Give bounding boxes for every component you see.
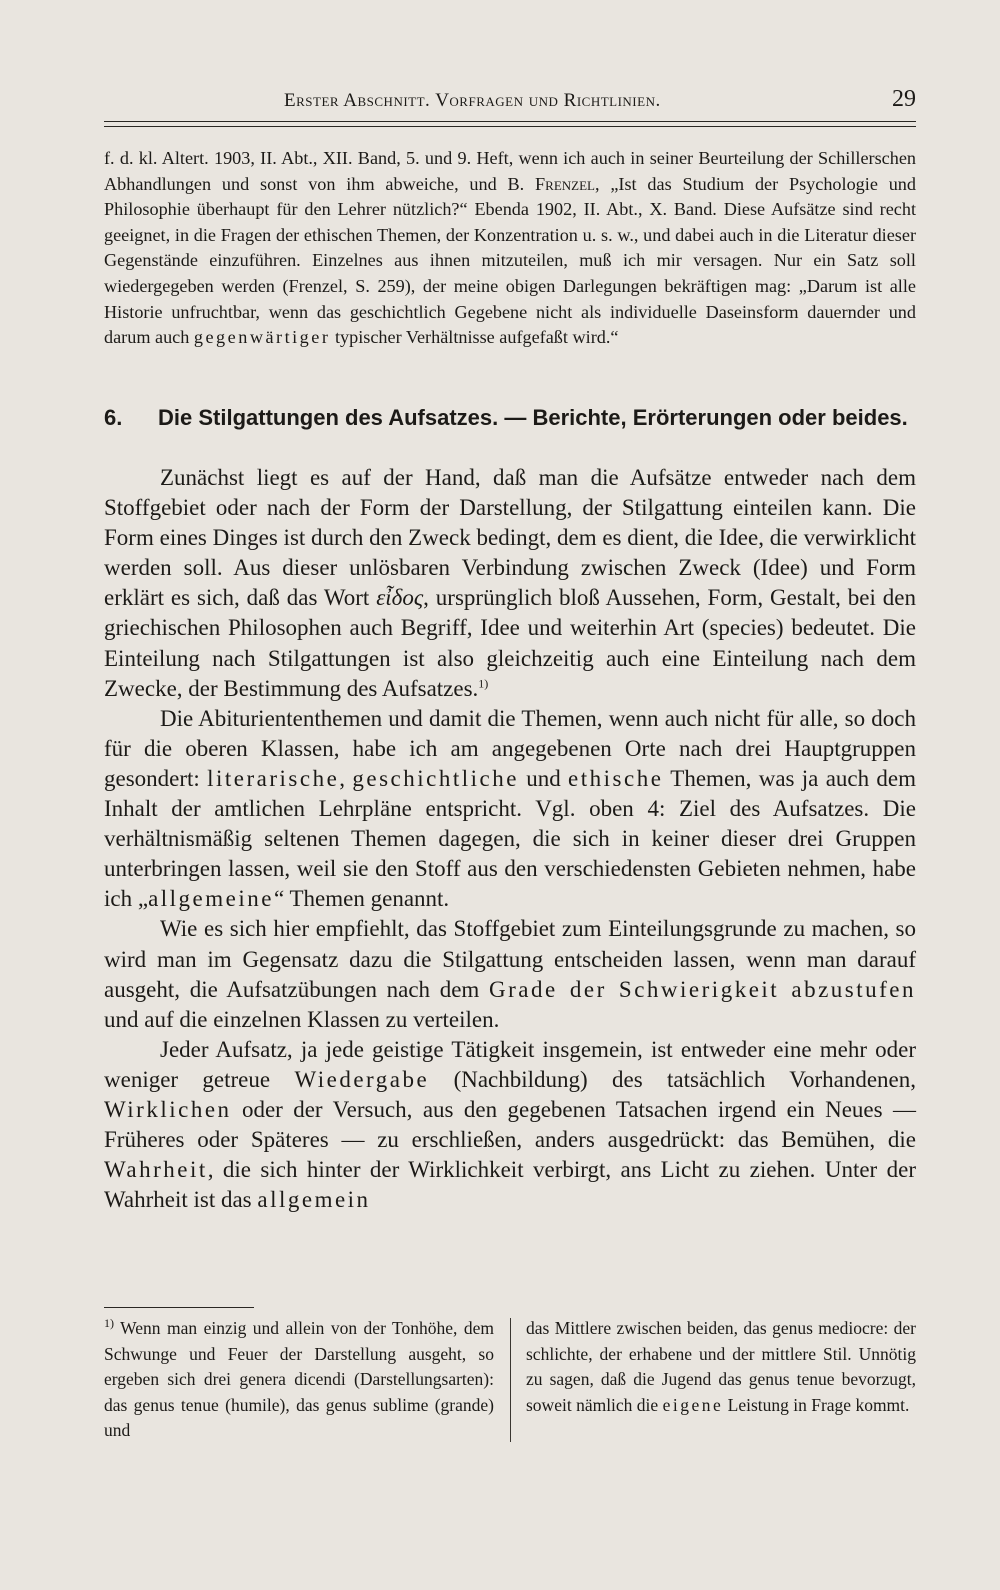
spaced-emphasis: Grade der Schwierigkeit abzustufen [489, 976, 916, 1002]
text-run: “ Themen genannt. [273, 886, 450, 912]
section-heading [104, 402, 916, 433]
spaced-emphasis: allgemeine [148, 886, 274, 912]
text-run: Leistung in Frage kommt. [723, 1394, 910, 1415]
paragraph-2 [104, 704, 916, 915]
text-run: Zunächst liegt es auf der Hand, daß man die Aufsätze entweder nach dem Stoffgebiet oder nach der Form der Darstellung, der Stilgattung einteilen kann. Die Form eines Dinges ist durch den Zweck bedingt, dem es dient, die Idee, die verwirklicht werden soll. Aus dieser unlösbaren Verbindung zwischen Zweck (Idee) und Form erklärt es sich, daß das Wort [104, 465, 916, 611]
paragraph-3 [104, 914, 916, 1034]
running-title: Erster Abschnitt. Vorfragen und Richtlinien. [284, 90, 661, 111]
section-title: Die Stilgattungen des Aufsatzes. — Berichte, Erörterungen oder beides. [158, 405, 908, 430]
spaced-emphasis: Wirklichen [104, 1096, 232, 1122]
spaced-emphasis: geschichtliche [352, 765, 519, 791]
text-run: Wie es sich hier empfiehlt, das Stoffgebiet zum Einteilungsgrunde zu machen, so wird man im Gegensatz dazu die Stilgattung entscheiden lassen, wenn man darauf ausgeht, die Aufsatzübungen nach dem [104, 916, 916, 1002]
text-run: , ursprünglich bloß Aussehen, Form, Gestalt, bei den griechischen Philosophen auch Begriff, Idee und weiterhin Art (species) bedeutet. Die Einteilung nach Stilgattungen ist also gleichzeitig auch eine Einteilung nach dem Zwecke, der Bestimmung des Aufsatzes. [104, 585, 917, 701]
header-double-rule [104, 121, 916, 127]
text-run: Themen, was ja auch dem Inhalt der amtlichen Lehrpläne entspricht. Vgl. oben 4: Ziel des Aufsatzes. Die verhältnismäßig seltenen Themen dagegen, die sich in keiner dieser drei Gruppen unterbringen lassen, weil sie den Stoff aus den verschiedensten Gebieten nehmen, habe ich „ [104, 765, 917, 912]
text-run: f. d. kl. Altert. 1903, II. Abt., XII. Band, 5. und 9. Heft, wenn ich auch in seiner Beurteilung der Schillerschen Abhandlungen und sonst von ihm abweiche, und B. [104, 148, 916, 194]
text-run: das Mittlere zwischen beiden, das genus mediocre: der schlichte, der erhabene und der mittlere Stil. Unnötig zu sagen, daß die Jugend das genus tenue bevorzugt, soweit nämlich die [526, 1318, 916, 1415]
footnote-reference: 1) [478, 676, 489, 690]
greek-word: εἶδος [376, 585, 424, 611]
footnote-text [526, 1316, 916, 1418]
paragraph-4 [104, 1035, 916, 1216]
continuation-paragraph [104, 146, 916, 351]
author-name: Frenzel [535, 173, 595, 194]
text-run: Die Abituriententhemen und damit die Themen, wenn auch nicht für alle, so doch für die oberen Klassen, habe ich am angegebenen Orte nach drei Hauptgruppen gesondert: [104, 705, 916, 791]
text-run: , die sich hinter der Wirklichkeit verbirgt, ans Licht zu ziehen. Unter der Wahrheit ist das [104, 1157, 916, 1213]
text-run: Jeder Aufsatz, ja jede geistige Tätigkeit insgemein, ist entweder eine mehr oder weniger getreue [104, 1036, 916, 1092]
text-run: typischer Verhältnisse aufgefaßt wird.“ [330, 327, 619, 348]
text-run: , [339, 765, 353, 791]
text-run: Wenn man einzig und allein von der Tonhöhe, dem Schwunge und Feuer der Darstellung ausgeht, so ergeben sich drei genera dicendi (Darstellungsarten): das genus tenue (humile), das genus sublime (grande) und [104, 1318, 494, 1440]
footnote-marker: 1) [104, 1316, 114, 1331]
footnote-text [104, 1316, 494, 1444]
spaced-emphasis: eigene [662, 1394, 724, 1415]
text-run: , „Ist das Studium der Psychologie und Philosophie überhaupt für den Lehrer nützlich?“ Ebenda 1902, II. Abt., X. Band. Diese Aufsätze sind recht geeignet, in die Fragen der ethischen Themen, der Konzentration u. s. w., und dabei auch in die Literatur dieser Gegenstände einzuführen. Einzelnes aus ihnen mitzuteilen, muß ich mir versagen. Nur ein Satz soll wiedergegeben werden (Frenzel, S. 259), der meine obigen Darlegungen bekräftigen mag: „Darum ist alle Historie unfruchtbar, wenn das geschichtlich Gegebene nicht als individuelle Daseinsform dauernder und darum auch [104, 173, 916, 348]
spaced-emphasis: Wiedergabe [294, 1066, 430, 1092]
text-run: oder der Versuch, aus den gegebenen Tatsachen irgend ein Neues — Früheres oder Späteres — zu erschließen, anders ausgedrückt: das Bemühen, die [104, 1096, 916, 1153]
spaced-emphasis: literarische [207, 765, 340, 791]
text-run: und auf die einzelnen Klassen zu verteilen. [104, 1006, 500, 1032]
main-text [104, 463, 916, 1215]
footnote-rule [104, 1307, 254, 1308]
page-number: 29 [892, 86, 916, 112]
spaced-emphasis: Wahrheit [104, 1157, 208, 1183]
section-number: 6. [104, 405, 123, 430]
spaced-emphasis: ethische [568, 765, 664, 791]
text-run: und [518, 765, 569, 791]
paragraph-1 [104, 463, 916, 704]
text-run: (Nachbildung) des tatsächlich Vorhandenen, [429, 1066, 916, 1092]
footnote-column-left [104, 1316, 494, 1444]
footnote-continuation [104, 146, 916, 351]
footnote-column-right [526, 1316, 916, 1418]
footnote-column-divider [510, 1318, 511, 1442]
spaced-emphasis: gegenwärtiger [193, 327, 331, 348]
spaced-emphasis: allgemein [257, 1187, 371, 1213]
running-head [104, 88, 916, 118]
